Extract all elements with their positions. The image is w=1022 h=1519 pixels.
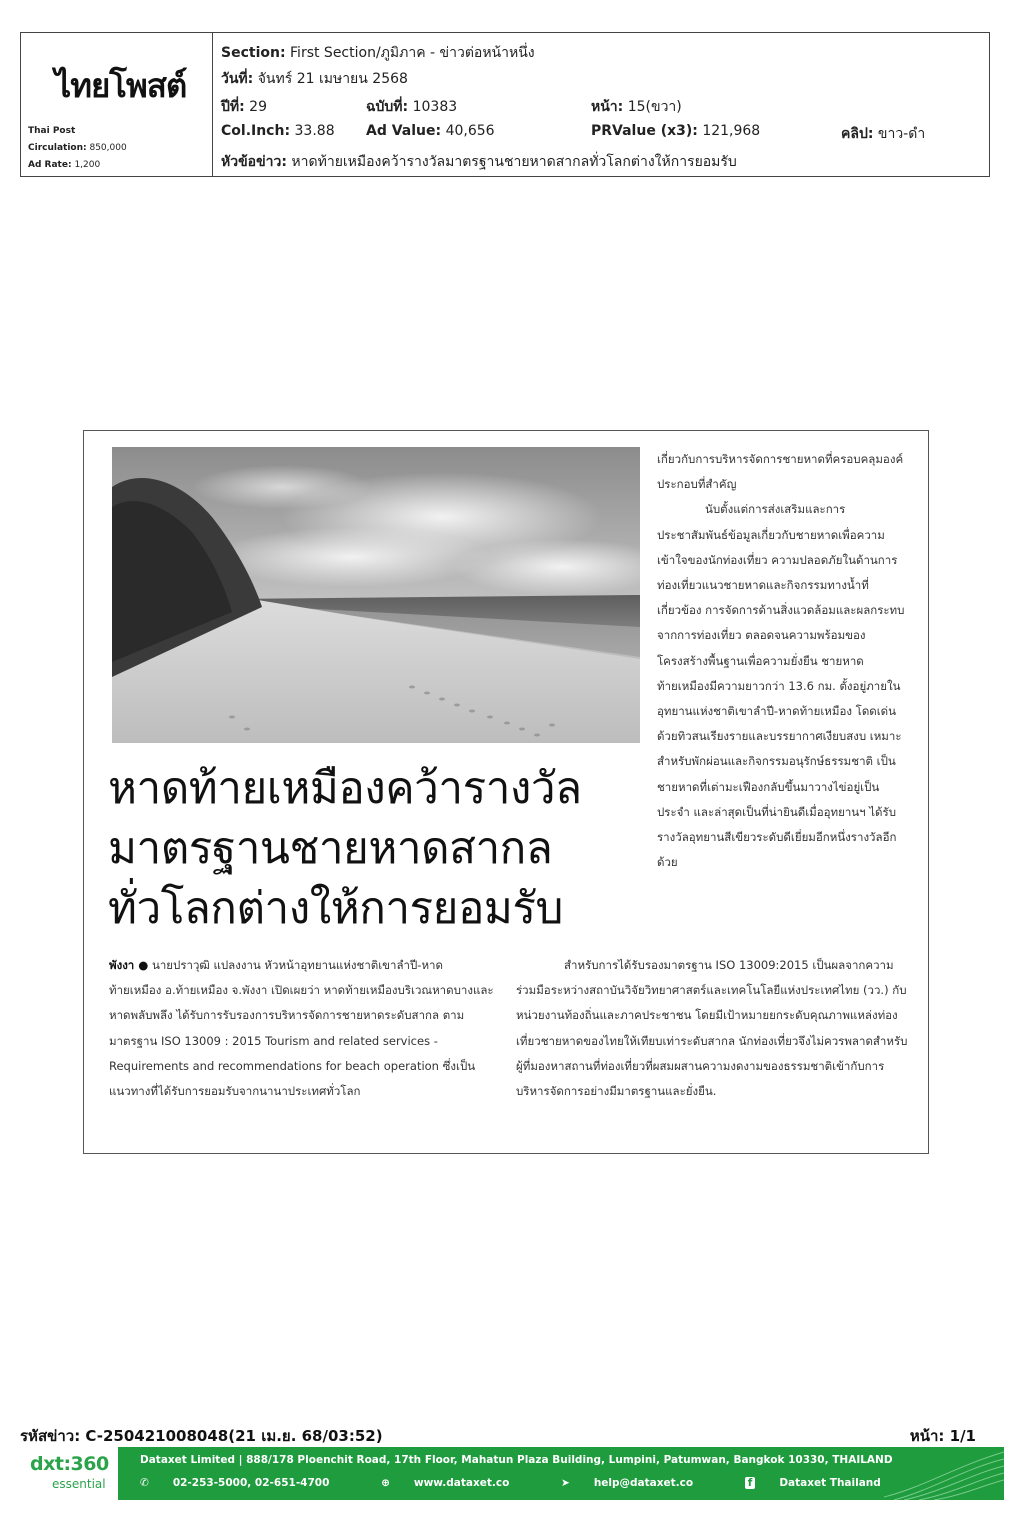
- section-field: Section: First Section/ภูมิภาค - ข่าวต่อหน้าหนึ่ง: [221, 45, 535, 61]
- paragraph: เกี่ยวกับการบริหารจัดการชายหาดที่ครอบคลุมองค์ประกอบที่สำคัญ: [657, 452, 904, 492]
- company-address: Dataxet Limited | 888/178 Ploenchit Road, 17th Floor, Mahatun Plaza Building, Lumpini, Patumwan, Bangkok 10330, THAILAND: [140, 1454, 893, 1466]
- ad-value-field: Ad Value: 40,656: [366, 123, 495, 139]
- article-clipping: [83, 430, 929, 1154]
- ad-rate: Ad Rate: 1,200: [28, 160, 101, 170]
- email-link[interactable]: ➤ help@dataxet.co: [561, 1477, 694, 1489]
- logo-text: dxt:360: [30, 1453, 109, 1475]
- headline-line-3: ทั่วโลกต่างให้การยอมรับ: [108, 883, 563, 934]
- page-field: หน้า: 15(ขวา): [591, 99, 682, 115]
- facebook-icon: f: [745, 1477, 756, 1489]
- decorative-waves-icon: [884, 1447, 1004, 1500]
- paragraph: สำหรับการได้รับรองมาตรฐาน ISO 13009:2015 เป็นผลจากความร่วมมือระหว่างสถาบันวิจัยวิทยาศาสตร์และเทคโนโลยีแห่งประเทศไทย (วว.) กับหน่วยงานท้องถิ่นและภาคประชาชน โดยมีเป้าหมายยกระดับคุณภาพแหล่งท่องเที่ยวชายหาดของไทยให้เทียบเท่าระดับสากล นักท่องเที่ยวจึงไม่ควรพลาดสำหรับผู้ที่มองหาสถานที่ท่องเที่ยวที่ผสมผสานความงดงามของธรรมชาติเข้ากับการบริหารจัดการอย่างมีมาตรฐานและยั่งยืน.: [516, 958, 908, 1099]
- beach-photo-image: [112, 447, 640, 743]
- dataxet-logo: [20, 1447, 118, 1500]
- logo-subtext: essential: [52, 1477, 106, 1491]
- date-field: วันที่: จันทร์ 21 เมษายน 2568: [221, 71, 408, 87]
- col-inch-field: Col.Inch: 33.88: [221, 123, 335, 139]
- globe-icon: ⊕: [381, 1477, 390, 1489]
- publication-name: Thai Post: [28, 126, 76, 136]
- beach-photo: [112, 447, 640, 743]
- issue-field: ฉบับที่: 10383: [366, 99, 458, 115]
- footer-bar: [20, 1447, 1004, 1500]
- clipping-header: [20, 32, 990, 177]
- article-column-right: [657, 447, 907, 875]
- paragraph: พังงา ● นายปราวุฒิ แปลงงาน หัวหน้าอุทยานแห่งชาติเขาลำปี-หาดท้ายเหมือง อ.ท้ายเหมือง จ.พังงา เปิดเผยว่า หาดท้ายเหมืองบริเวณหาดบางและหาดพลับพลึง ได้รับการรับรองการบริหารจัดการชายหาดระดับสากล ตามมาตรฐาน ISO 13009 : 2015 Tourism and related services - Requirements and recommendations for beach operation ซึ่งเป็นแนวทางที่ได้รับการยอมรับจากนานาประเทศทั่วโลก: [109, 958, 494, 1099]
- pr-value-field: PRValue (x3): 121,968: [591, 123, 761, 139]
- paragraph: นับตั้งแต่การส่งเสริมและการประชาสัมพันธ์ข้อมูลเกี่ยวกับชายหาดเพื่อความเข้าใจของนักท่องเที่ยว ความปลอดภัยในด้านการท่องเที่ยวแนวชายหาดและกิจกรรมทางน้ำที่เกี่ยวข้อง การจัดการด้านสิ่งแวดล้อมและผลกระทบจากการท่องเที่ยว ตลอดจนความพร้อมของโครงสร้างพื้นฐานเพื่อความยั่งยืน ชายหาดท้ายเหมืองมีความยาวกว่า 13.6 กม. ตั้งอยู่ภายในอุทยานแห่งชาติเขาลำปี-หาดท้ายเหมือง โดดเด่นด้วยทิวสนเรียงรายและบรรยากาศเงียบสงบ เหมาะสำหรับพักผ่อนและกิจกรรมอนุรักษ์ธรรมชาติ เป็นชายหาดที่เต่ามะเฟืองกลับขึ้นมาวางไข่อยู่เป็นประจำ และล่าสุดเป็นที่น่ายินดีเมื่ออุทยานฯ ได้รับรางวัลอุทยานสีเขียวระดับดีเยี่ยมอีกหนึ่งรางวัลอีกด้วย: [657, 502, 905, 870]
- contact-list: [140, 1477, 929, 1489]
- circulation: Circulation: 850,000: [28, 143, 127, 153]
- website-link[interactable]: ⊕ www.dataxet.co: [381, 1477, 510, 1489]
- article-headline: [108, 759, 648, 939]
- page-count: หน้า: 1/1: [909, 1427, 976, 1445]
- headline-line-1: หาดท้ายเหมืองคว้ารางวัล: [108, 763, 582, 814]
- dateline: พังงา ●: [109, 958, 149, 972]
- paper-plane-icon: ➤: [561, 1477, 570, 1489]
- publication-panel: [21, 33, 213, 176]
- phone-icon: ✆: [140, 1477, 149, 1489]
- year-field: ปีที่: 29: [221, 99, 267, 115]
- headline-field: หัวข้อข่าว: หาดท้ายเหมืองคว้ารางวัลมาตรฐานชายหาดสากลทั่วโลกต่างให้การยอมรับ: [221, 154, 737, 170]
- publication-logo: ไทยโพสต์: [54, 66, 187, 105]
- phone-contact: ✆ 02-253-5000, 02-651-4700: [140, 1477, 330, 1489]
- contact-strip: [118, 1447, 1004, 1500]
- clip-field: คลิป: ขาว-ดำ: [841, 126, 926, 142]
- article-column-left: [109, 953, 494, 1104]
- facebook-link[interactable]: f Dataxet Thailand: [745, 1477, 905, 1489]
- article-column-middle: [516, 953, 908, 1104]
- news-code: รหัสข่าว: C-250421008048(21 เม.ย. 68/03:52): [20, 1427, 383, 1445]
- headline-line-2: มาตรฐานชายหาดสากล: [108, 823, 553, 874]
